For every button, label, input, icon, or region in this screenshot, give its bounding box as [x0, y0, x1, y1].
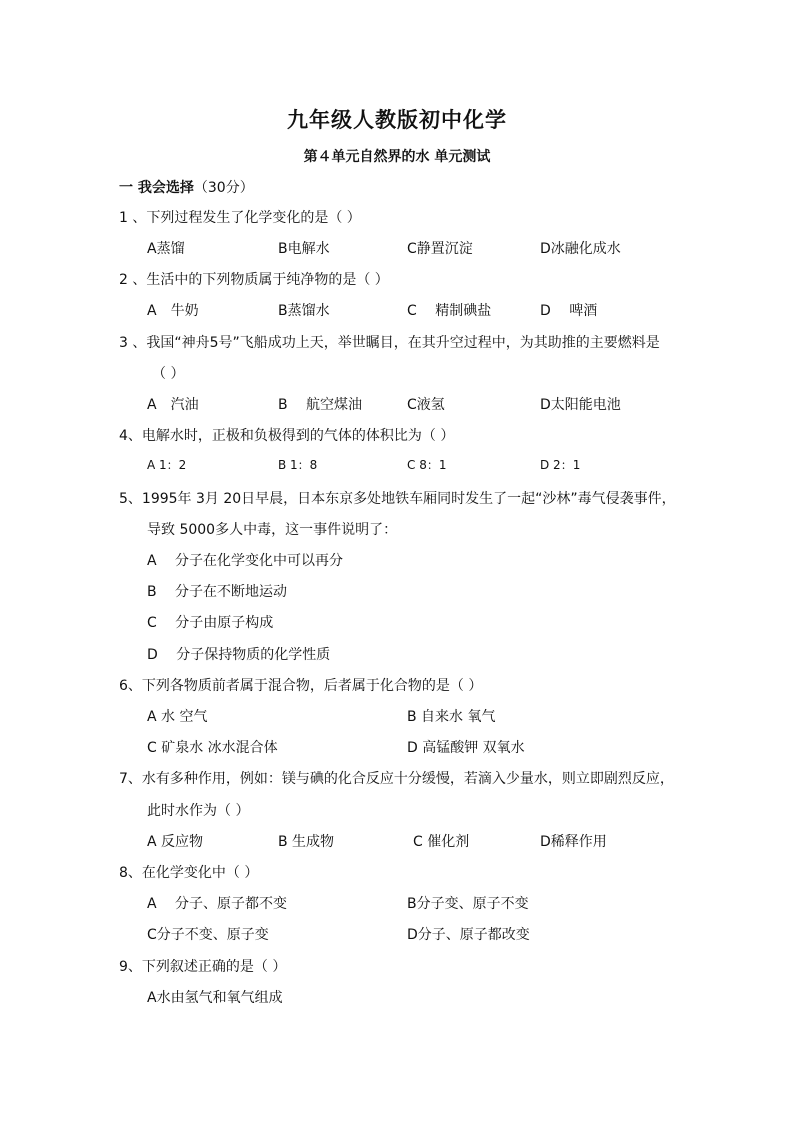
question-stem: 4、电解水时，正极和负极得到的气体的体积比为（ ） — [119, 428, 455, 444]
question-option: C 分子由原子构成 — [147, 615, 274, 631]
question-option: C分子不变、原子变 — [147, 927, 269, 943]
question-option: B 自来水 氧气 — [407, 709, 496, 725]
question-option: A 水 空气 — [147, 709, 208, 725]
question-option: A水由氢气和氧气组成 — [147, 990, 283, 1006]
question-option: C 精制碘盐 — [407, 303, 492, 319]
question-option: D冰融化成水 — [540, 241, 621, 257]
question-option: A 分子在化学变化中可以再分 — [147, 553, 344, 569]
page-subtitle: 第４单元自然界的水 单元测试 — [303, 149, 491, 165]
question-option: D稀释作用 — [540, 834, 607, 850]
question-stem: 9、下列叙述正确的是（ ） — [119, 959, 287, 975]
section-label: 一 我会选择 — [119, 180, 194, 196]
question-option: B 分子在不断地运动 — [147, 584, 288, 600]
section-points: （30分） — [193, 180, 254, 196]
question-option: A 分子、原子都不变 — [147, 896, 288, 912]
question-option: C液氢 — [407, 397, 445, 413]
question-option: D太阳能电池 — [540, 397, 621, 413]
question-option: B分子变、原子不变 — [407, 896, 529, 912]
question-option: B 航空煤油 — [278, 397, 363, 413]
question-option: B电解水 — [278, 241, 330, 257]
question-option: D 高锰酸钾 双氧水 — [407, 740, 525, 756]
question-option: C 矿泉水 冰水混合体 — [147, 740, 278, 756]
question-option: C 催化剂 — [413, 834, 470, 850]
question-stem-continuation: 导致 5000多人中毒，这一事件说明了： — [147, 522, 398, 538]
question-option: D 2：1 — [540, 458, 581, 472]
question-option: C 8：1 — [407, 458, 447, 472]
question-option: B蒸馏水 — [278, 303, 330, 319]
question-option: B 1：8 — [278, 458, 318, 472]
question-stem: 2 、生活中的下列物质属于纯净物的是（ ） — [119, 272, 389, 288]
question-stem: 7、水有多种作用，例如：镁与碘的化合反应十分缓慢，若滴入少量水，则立即剧烈反应， — [119, 771, 674, 787]
question-stem-continuation: （ ） — [152, 366, 185, 382]
question-option: A蒸馏 — [147, 241, 185, 257]
page-title: 九年级人教版初中化学 — [287, 108, 507, 132]
question-option: A 反应物 — [147, 834, 204, 850]
question-stem: 5、1995年 3月 20日早晨，日本东京多处地铁车厢同时发生了一起“沙林”毒气侵袭事件， — [119, 491, 676, 507]
question-option: C静置沉淀 — [407, 241, 473, 257]
section-heading — [119, 177, 254, 197]
question-option: D 分子保持物质的化学性质 — [147, 647, 331, 663]
question-option: A 牛奶 — [147, 303, 199, 319]
question-option: B 生成物 — [278, 834, 335, 850]
question-stem: 6、下列各物质前者属于混合物，后者属于化合物的是（ ） — [119, 678, 483, 694]
question-option: A 1：2 — [147, 458, 187, 472]
question-option: D 啤酒 — [540, 303, 598, 319]
question-stem: 8、在化学变化中（ ） — [119, 865, 259, 881]
question-stem: 1 、下列过程发生了化学变化的是（ ） — [119, 210, 361, 226]
question-option: A 汽油 — [147, 397, 199, 413]
question-option: D分子、原子都改变 — [407, 927, 530, 943]
question-stem: 3 、我国“神舟5号”飞船成功上天，举世瞩目，在其升空过程中，为其助推的主要燃料是 — [119, 335, 660, 351]
question-stem-continuation: 此时水作为（ ） — [147, 803, 250, 819]
